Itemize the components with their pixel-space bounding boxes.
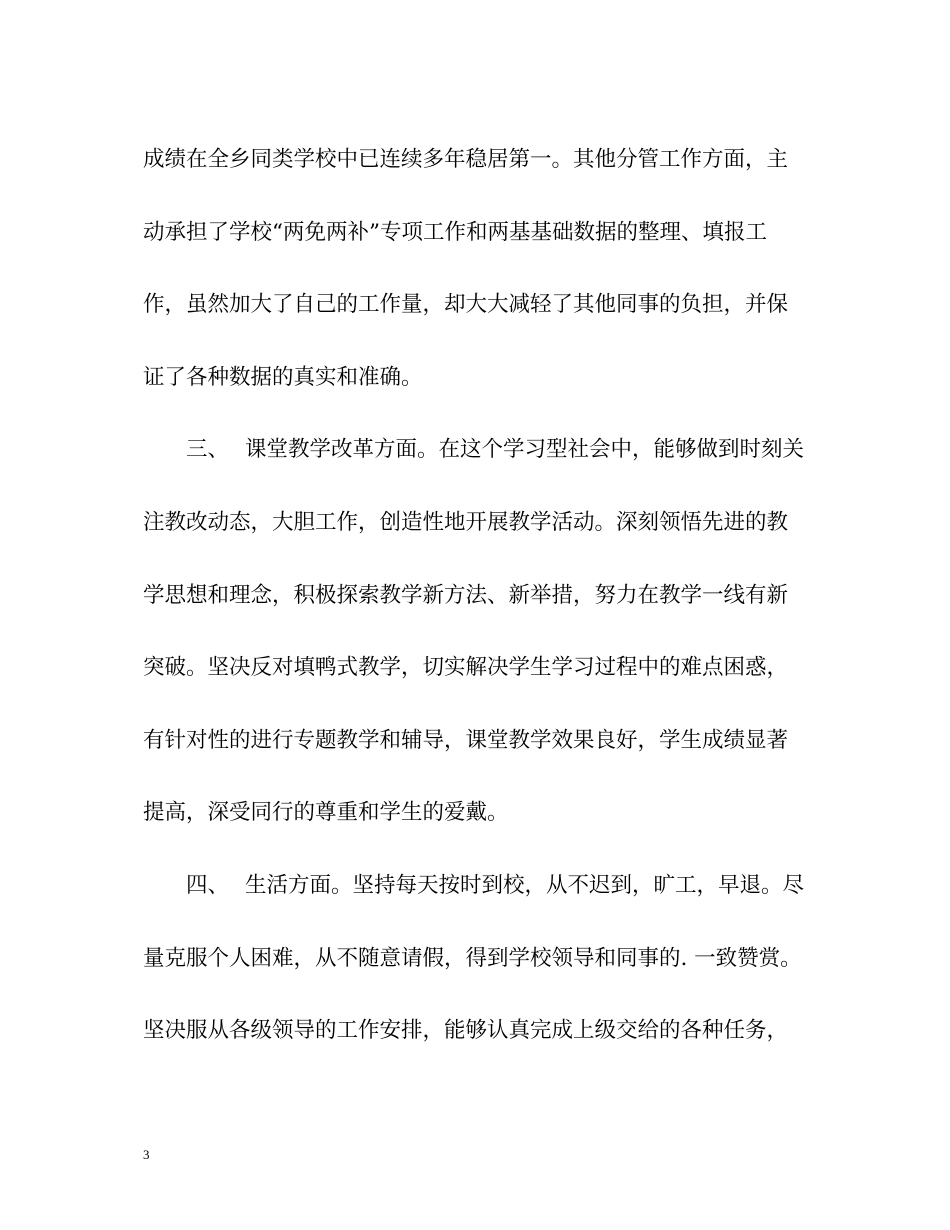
text-line: 提高，深受同行的尊重和学生的爱戴。	[143, 800, 509, 826]
section-heading-line	[143, 428, 807, 501]
text-line: 成绩在全乡同类学校中已连续多年稳居第一。其他分管工作方面，主	[143, 147, 789, 172]
text-line: 注教改动态，大胆工作，创造性地开展教学活动。深刻领悟先进的教	[143, 509, 789, 535]
text-line: 作，虽然加大了自己的工作量，却大大减轻了其他同事的负担，并保	[143, 292, 789, 318]
text-line: 学思想和理念，积极探索教学新方法、新举措，努力在教学一线有新	[143, 582, 789, 608]
section-text: 课堂教学改革方面。在这个学习型社会中，能够做到时刻关	[245, 437, 805, 463]
text-line: 有针对性的进行专题教学和辅导，课堂教学效果良好，学生成绩显著	[143, 727, 789, 753]
text-line: 证了各种数据的真实和准确。	[143, 364, 423, 390]
section-number: 四、	[186, 872, 230, 898]
text-line: 坚决服从各级领导的工作安排，能够认真完成上级交给的各种任务，	[143, 1018, 789, 1044]
section-heading-line	[143, 864, 807, 937]
section-number: 三、	[186, 437, 230, 463]
text-line: 量克服个人困难，从不随意请假，得到学校领导和同事的. 一致赞赏。	[143, 945, 802, 971]
text-line: 突破。坚决反对填鸭式教学，切实解决学生学习过程中的难点困惑，	[143, 655, 789, 681]
text-line: 动承担了学校“两免两补”专项工作和两基基础数据的整理、填报工	[143, 219, 767, 245]
body-text	[143, 138, 807, 1082]
page-number: 3	[143, 1147, 150, 1162]
section-text: 生活方面。坚持每天按时到校，从不迟到，旷工，早退。尽	[245, 872, 805, 898]
